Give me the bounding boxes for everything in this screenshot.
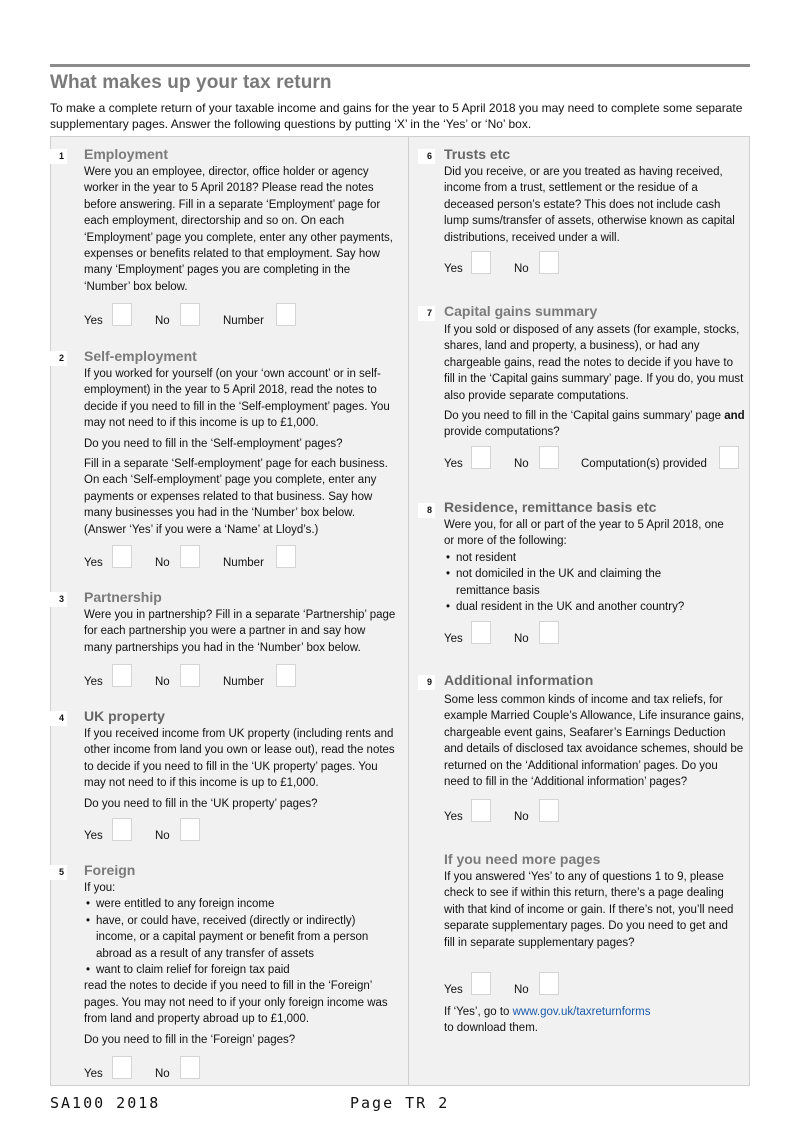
question-number: 1: [50, 149, 67, 164]
question-text: If you worked for yourself (on your ‘own account’ or in self-employment) in the year to 5 April 2018, read the notes to decide if you need to fill in the ‘Self-employment’ pages. You may not need to if this income is up to £1,000. Do you need to fill in the ‘Self-employment’ pages? Fill in a separate ‘Self-employment’ page for each business. On each ‘Self-employment’ page you complete, enter any payments or expenses related to that business. Say how many businesses you had in the ‘Number’ box below. (Answer ‘Yes’ if you were a ‘Name’ at Lloyd’s.): [84, 368, 390, 536]
question-heading: Foreign: [84, 862, 136, 878]
no-label: No: [514, 263, 529, 275]
yes-label: Yes: [84, 315, 103, 327]
trusts-no-box[interactable]: [539, 251, 559, 274]
partnership-yes-box[interactable]: [112, 664, 132, 687]
yes-label: Yes: [84, 676, 103, 688]
trusts-yes-box[interactable]: [471, 251, 491, 274]
download-note: If ‘Yes’, go to www.gov.uk/taxreturnforms to download them.: [444, 1006, 651, 1035]
self-employment-no-box[interactable]: [180, 545, 200, 568]
no-label: No: [514, 633, 529, 645]
question-number: 2: [50, 351, 67, 366]
yes-label: Yes: [444, 263, 463, 275]
question-number: 7: [418, 306, 435, 321]
question-heading: Self-employment: [84, 348, 197, 364]
question-number: 3: [50, 592, 67, 607]
question-text: If you sold or disposed of any assets (for example, stocks, shares, land and property, a business), or had any chargeable gains, read the notes to decide if you have to fill in the ‘Capital gains summary’ page. If you do, you must also provide separate computations. Do you need to fill in the ‘Capital gains summary’ page and provide computations?: [444, 324, 745, 439]
question-number: 8: [418, 503, 435, 518]
question-heading: Residence, remittance basis etc: [444, 499, 657, 515]
page-title: What makes up your tax return: [50, 72, 332, 93]
no-label: No: [155, 830, 170, 842]
question-number: 9: [418, 675, 435, 690]
question-text: Did you receive, or are you treated as having received, income from a trust, settlement or the residue of a deceased person’s estate? This does not include cash lump sums/transfer of assets, otherwise known as capital distributions, received under a will.: [444, 166, 735, 244]
question-number: 6: [418, 149, 435, 164]
no-label: No: [155, 1068, 170, 1080]
question-heading: Additional information: [444, 672, 594, 688]
residence-yes-box[interactable]: [471, 621, 491, 644]
question-text: Some less common kinds of income and tax reliefs, for example Married Couple’s Allowance, Life insurance gains, chargeable event gains, Seafarer’s Earnings Deduction and details of disclosed tax avoidance schemes, should be returned on the ‘Additional information’ pages. Do you need to fill in the ‘Additional information’ pages?: [444, 694, 745, 789]
capital-gains-no-box[interactable]: [539, 446, 559, 469]
section-text: If you answered ‘Yes’ to any of questions 1 to 9, please check to see if within this return, there’s a page dealing with that kind of income or gain. If there’s not, you’ll need separate supplementary pages. Do you need to get and fill in separate supplementary pages?: [444, 871, 734, 949]
more-pages-no-box[interactable]: [539, 972, 559, 995]
partnership-no-box[interactable]: [180, 664, 200, 687]
no-label: No: [155, 557, 170, 569]
capital-gains-yes-box[interactable]: [471, 446, 491, 469]
no-label: No: [514, 811, 529, 823]
yes-label: Yes: [444, 633, 463, 645]
foreign-no-box[interactable]: [180, 1056, 200, 1079]
yes-label: Yes: [444, 984, 463, 996]
partnership-number-box[interactable]: [276, 664, 296, 687]
residence-no-box[interactable]: [539, 621, 559, 644]
number-label: Number: [223, 557, 264, 569]
question-heading: UK property: [84, 708, 165, 724]
self-employment-number-box[interactable]: [276, 545, 296, 568]
question-heading: Partnership: [84, 589, 162, 605]
no-label: No: [514, 984, 529, 996]
yes-label: Yes: [84, 557, 103, 569]
yes-label: Yes: [444, 458, 463, 470]
employment-number-box[interactable]: [276, 303, 296, 326]
question-heading: Capital gains summary: [444, 303, 598, 319]
question-heading: Employment: [84, 146, 169, 162]
uk-property-no-box[interactable]: [180, 818, 200, 841]
question-text: Were you an employee, director, office holder or agency worker in the year to 5 April 2018? Please read the notes before answering. Fill in a separate ‘Employment’ page for each employment, directorship and so on. On each ‘Employment’ page you complete, enter any other payments, expenses or benefits related to that employment. Say how many ‘Employment’ pages you are completing in the ‘Number’ box below.: [84, 166, 393, 293]
employment-yes-box[interactable]: [112, 303, 132, 326]
taxreturnforms-link[interactable]: www.gov.uk/taxreturnforms: [512, 1006, 651, 1018]
more-pages-yes-box[interactable]: [471, 972, 491, 995]
page-number: Page TR 2: [350, 1094, 450, 1112]
number-label: Number: [223, 315, 264, 327]
self-employment-yes-box[interactable]: [112, 545, 132, 568]
yes-label: Yes: [84, 830, 103, 842]
header-rule: [50, 64, 750, 67]
no-label: No: [155, 676, 170, 688]
intro-text: To make a complete return of your taxable income and gains for the year to 5 April 2018 you may need to complete some separate supplementary pages. Answer the following questions by putting ‘X’ in the ‘Yes’ or ‘No’ box.: [50, 101, 743, 131]
section-heading: If you need more pages: [444, 851, 601, 867]
question-heading: Trusts etc: [444, 146, 511, 162]
additional-info-yes-box[interactable]: [471, 799, 491, 822]
question-number: 4: [50, 711, 67, 726]
computations-label: Computation(s) provided: [581, 458, 707, 470]
yes-label: Yes: [84, 1068, 103, 1080]
form-code: SA100 2018: [50, 1094, 161, 1112]
question-text: Were you in partnership? Fill in a separate ‘Partnership’ page for each partnership you were a partner in and say how many partnerships you had in the ‘Number’ box below.: [84, 609, 396, 654]
foreign-yes-box[interactable]: [112, 1056, 132, 1079]
question-text: Were you, for all or part of the year to 5 April 2018, one or more of the following: • not resident • not domiciled in the UK and claiming the remittance basis • dual resident in the UK and another country?: [444, 517, 734, 615]
additional-info-no-box[interactable]: [539, 799, 559, 822]
question-number: 5: [50, 865, 67, 880]
no-label: No: [155, 315, 170, 327]
no-label: No: [514, 458, 529, 470]
number-label: Number: [223, 676, 264, 688]
column-divider: [408, 137, 409, 1085]
employment-no-box[interactable]: [180, 303, 200, 326]
question-text: If you: • were entitled to any foreign income • have, or could have, received (directly or indirectly) income, or a capital payment or benefit from a person abroad as a result of any transfer of assets • want to claim relief for foreign tax paid read the notes to decide if you need to fill in the ‘Foreign’ pages. You may not need to if your only foreign income was from land and property abroad up to £1,000. Do you need to fill in the ‘Foreign’ pages?: [84, 880, 396, 1048]
yes-label: Yes: [444, 811, 463, 823]
computations-provided-box[interactable]: [719, 446, 739, 469]
question-text: If you received income from UK property (including rents and other income from land you own or lease out), read the notes to decide if you need to fill in the ‘UK property’ pages. You may not need to if this income is up to £1,000. Do you need to fill in the ‘UK property’ pages?: [84, 728, 395, 810]
uk-property-yes-box[interactable]: [112, 818, 132, 841]
